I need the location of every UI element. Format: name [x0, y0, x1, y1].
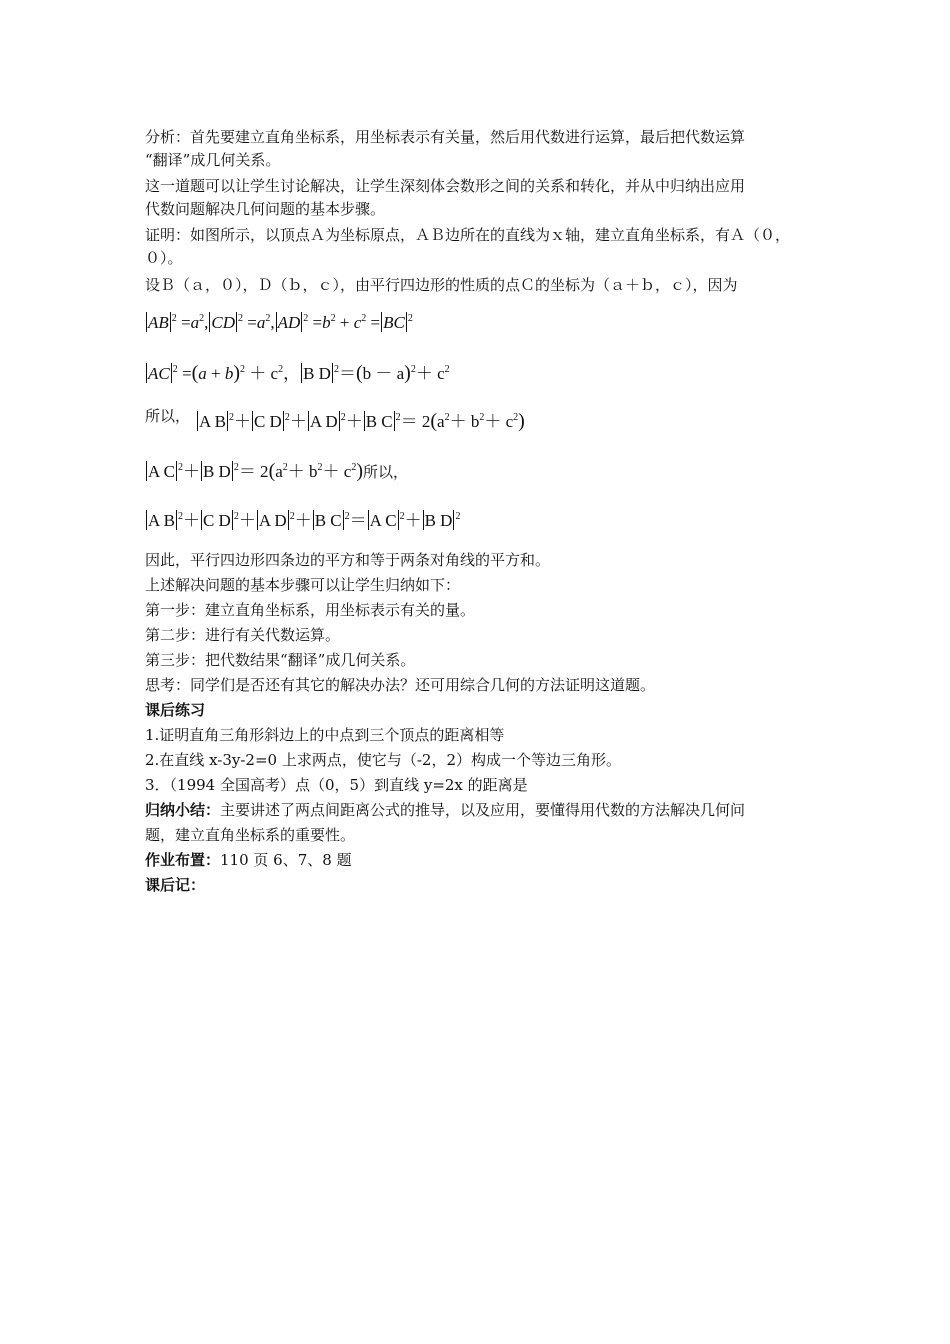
- step-1: 第一步：建立直角坐标系，用坐标表示有关的量。: [145, 601, 476, 619]
- analysis-line-2: “翻译”成几何关系。: [145, 151, 281, 169]
- proof-line-2: ０）。: [145, 249, 183, 267]
- think-line: 思考：同学们是否还有其它的解决办法？还可用综合几何的方法证明这道题。: [145, 676, 656, 694]
- homework-label: 作业布置：: [145, 851, 221, 869]
- summary-label: 归纳小结：: [145, 801, 221, 819]
- summary-line-2: 题，建立直角坐标系的重要性。: [145, 826, 356, 844]
- summary-text-1: 主要讲述了两点间距离公式的推导，以及应用，要懂得用代数的方法解决几何问: [220, 801, 746, 819]
- analysis-line-1: 分析：首先要建立直角坐标系，用坐标表示有关量，然后用代数进行运算，最后把代数运算: [145, 128, 746, 146]
- proof-line-1: 证明：如图所示，以顶点Ａ为坐标原点，ＡＢ边所在的直线为ｘ轴，建立直角坐标系，有Ａ（０，: [145, 226, 791, 244]
- discussion-line-1: 这一道题可以让学生讨论解决，让学生深刻体会数形之间的关系和转化，并从中归纳出应用: [145, 177, 746, 195]
- exercises-heading: 课后练习: [145, 701, 206, 719]
- coordinates-line: 设Ｂ（ａ，０），Ｄ（ｂ，ｃ），由平行四边形的性质的点Ｃ的坐标为（ａ＋ｂ，ｃ），因为: [145, 276, 738, 294]
- notes-label: 课后记：: [145, 876, 206, 894]
- formula-3: A B $^2$＋ C D $^2$＋ A D $^2$＋ B C $^2= 2(a^2+ b^2+ c^2)$: [199, 410, 525, 432]
- exercise-1: 1.证明直角三角形斜边上的中点到三个顶点的距离相等: [145, 726, 505, 744]
- homework-text: 110 页 6、7、8 题: [220, 851, 352, 869]
- formula-5: A B $^2$＋ C D $^2$＋ A D $^2$＋ B C $^2$＝ A C $^2$＋ B D $^2$: [148, 511, 461, 530]
- discussion-line-2: 代数问题解决几何问题的基本步骤。: [145, 200, 386, 218]
- suoyi-label-2: 所以，: [363, 463, 409, 481]
- formula-1: AB $^2 =a^2$, CD $^2 =a^2$, AD $^2 =b^2 + c^2$ = BC $^2$: [148, 313, 413, 332]
- exercise-3: 3．（1994 全国高考）点（0，5）到直线 y=2x 的距离是: [145, 776, 528, 794]
- step-3: 第三步：把代数结果“翻译”成几何关系。: [145, 651, 416, 669]
- formula-4: A C $^2$＋ B D $^2= 2(a^2+ b^2+ c^2)$所以，: [148, 460, 409, 482]
- conclusion-line: 因此，平行四边形四条边的平方和等于两条对角线的平方和。: [145, 551, 551, 569]
- steps-intro: 上述解决问题的基本步骤可以让学生归纳如下：: [145, 576, 461, 594]
- step-2: 第二步：进行有关代数运算。: [145, 626, 341, 644]
- homework-line: [145, 849, 352, 871]
- suoyi-label-1: 所以，: [145, 407, 191, 425]
- exercise-2: 2.在直线 x-3y-2=0 上求两点，使它与（-2，2）构成一个等边三角形。: [145, 751, 622, 769]
- formula-2: AC $^2 =(a + b)^2 + c^2$， B D $^2=(b - a)^2+ c^2$: [148, 362, 450, 384]
- summary-line-1: [145, 799, 745, 821]
